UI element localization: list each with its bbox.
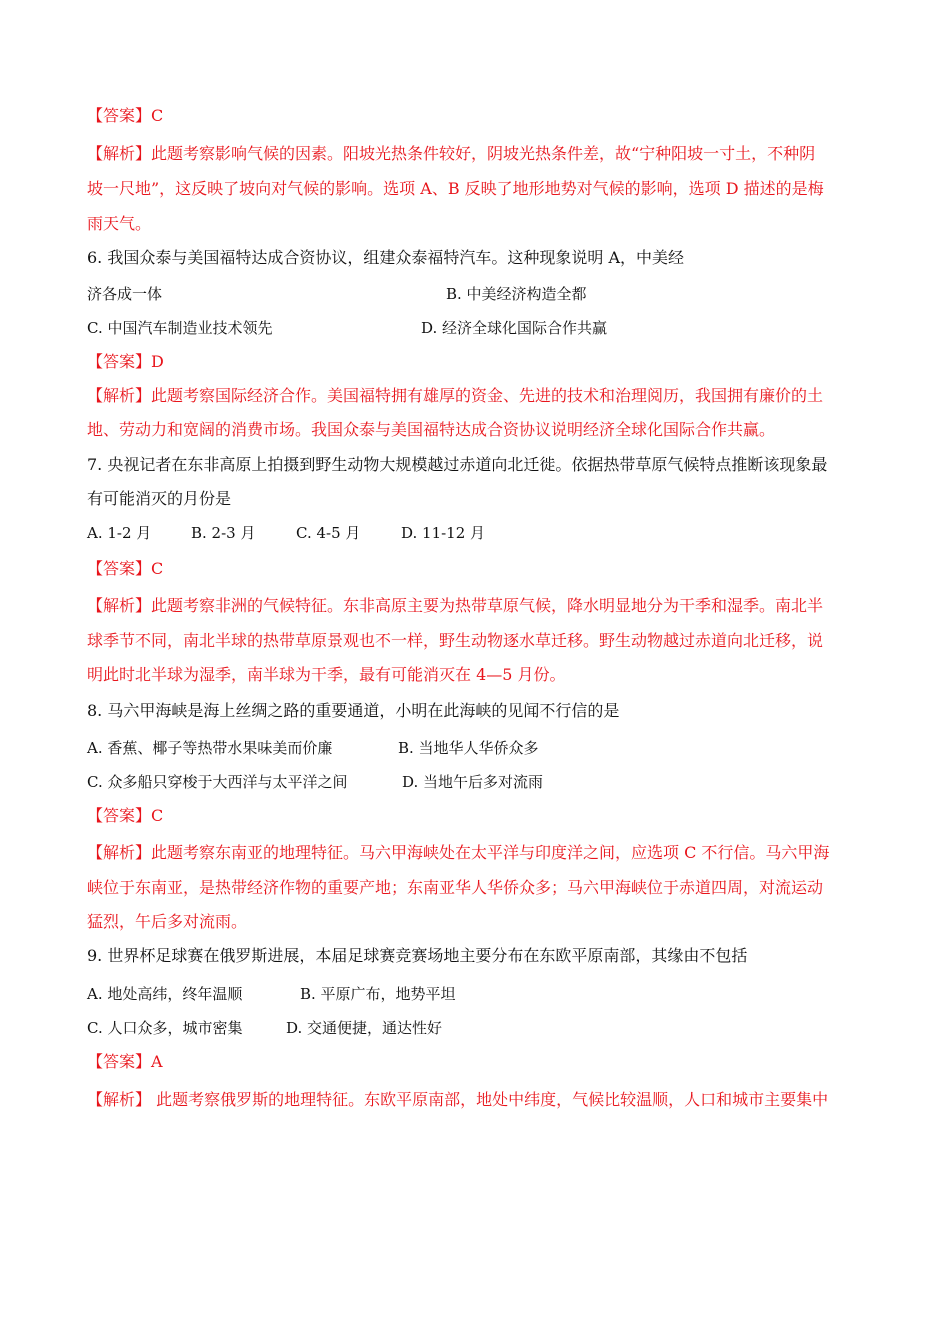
q5-analysis-line-2: 坡一尺地”，这反映了坡向对气候的影响。选项 A、B 反映了地形地势对气候的影响，选项 D 描述的是梅 [87,179,824,198]
q5-answer: 【答案】C [87,106,164,125]
q8-option-b: B. 当地华人华侨众多 [398,739,539,757]
q7-answer: 【答案】C [87,559,164,578]
q8-option-c: C. 众多船只穿梭于大西洋与太平洋之间 [87,773,348,791]
q6-analysis-line-2: 地、劳动力和宽阔的消费市场。我国众泰与美国福特达成合资协议说明经济全球化国际合作共赢。 [87,420,776,439]
q6-option-c: C. 中国汽车制造业技术领先 [87,319,273,337]
q7-option-d: D. 11-12 月 [401,524,486,542]
q6-analysis-line-1: 【解析】此题考察国际经济合作。美国福特拥有雄厚的资金、先进的技术和治理阅历，我国拥有廉价的土 [87,386,824,405]
q5-analysis-line-3: 雨天气。 [87,214,152,233]
q8-analysis-line-1: 【解析】此题考察东南亚的地理特征。马六甲海峡处在太平洋与印度洋之间，应选项 C 不行信。马六甲海 [87,843,830,862]
q7-stem-line-2: 有可能消灭的月份是 [87,489,232,508]
q8-analysis-line-2: 峡位于东南亚，是热带经济作物的重要产地；东南亚华人华侨众多；马六甲海峡位于赤道四周，对流运动 [87,878,824,897]
q7-analysis-line-1: 【解析】此题考察非洲的气候特征。东非高原主要为热带草原气候，降水明显地分为干季和湿季。南北半 [87,596,824,615]
q6-answer: 【答案】D [87,352,164,371]
q9-option-d: D. 交通便捷，通达性好 [286,1019,443,1037]
q6-option-a-continued: 济各成一体 [87,285,163,303]
q7-option-c: C. 4-5 月 [296,524,361,542]
q5-analysis-line-1: 【解析】此题考察影响气候的因素。阳坡光热条件较好，阴坡光热条件差，故“宁种阳坡一寸土，不种阴 [87,144,816,163]
q9-option-a: A. 地处高纬，终年温顺 [87,985,243,1003]
q8-option-a: A. 香蕉、椰子等热带水果味美而价廉 [87,739,333,757]
q9-option-b: B. 平原广布，地势平坦 [300,985,456,1003]
q7-option-a: A. 1-2 月 [87,524,152,542]
q7-stem-line-1: 7. 央视记者在东非高原上拍摄到野生动物大规模越过赤道向北迁徙。依据热带草原气候特点推断该现象最 [87,455,828,474]
q6-option-d: D. 经济全球化国际合作共赢 [421,319,608,337]
q7-option-b: B. 2-3 月 [191,524,256,542]
q6-stem: 6. 我国众泰与美国福特达成合资协议，组建众泰福特汽车。这种现象说明 A，中美经 [87,248,684,267]
q9-stem: 9. 世界杯足球赛在俄罗斯进展，本届足球赛竞赛场地主要分布在东欧平原南部，其缘由不包括 [87,946,748,965]
q6-option-b: B. 中美经济构造全都 [446,285,587,303]
q8-stem: 8. 马六甲海峡是海上丝绸之路的重要通道，小明在此海峡的见闻不行信的是 [87,701,620,720]
q9-analysis-line-1: 【解析】 此题考察俄罗斯的地理特征。东欧平原南部，地处中纬度，气候比较温顺，人口和城市主要集中 [87,1090,829,1109]
q7-analysis-line-2: 球季节不同，南北半球的热带草原景观也不一样，野生动物逐水草迁移。野生动物越过赤道向北迁移，说 [87,631,824,650]
q8-answer: 【答案】C [87,806,164,825]
q7-analysis-line-3: 明此时北半球为湿季，南半球为干季，最有可能消灭在 4—5 月份。 [87,665,566,684]
q9-option-c: C. 人口众多，城市密集 [87,1019,243,1037]
q9-answer: 【答案】A [87,1052,163,1071]
q8-option-d: D. 当地午后多对流雨 [402,773,544,791]
q8-analysis-line-3: 猛烈，午后多对流雨。 [87,912,248,931]
